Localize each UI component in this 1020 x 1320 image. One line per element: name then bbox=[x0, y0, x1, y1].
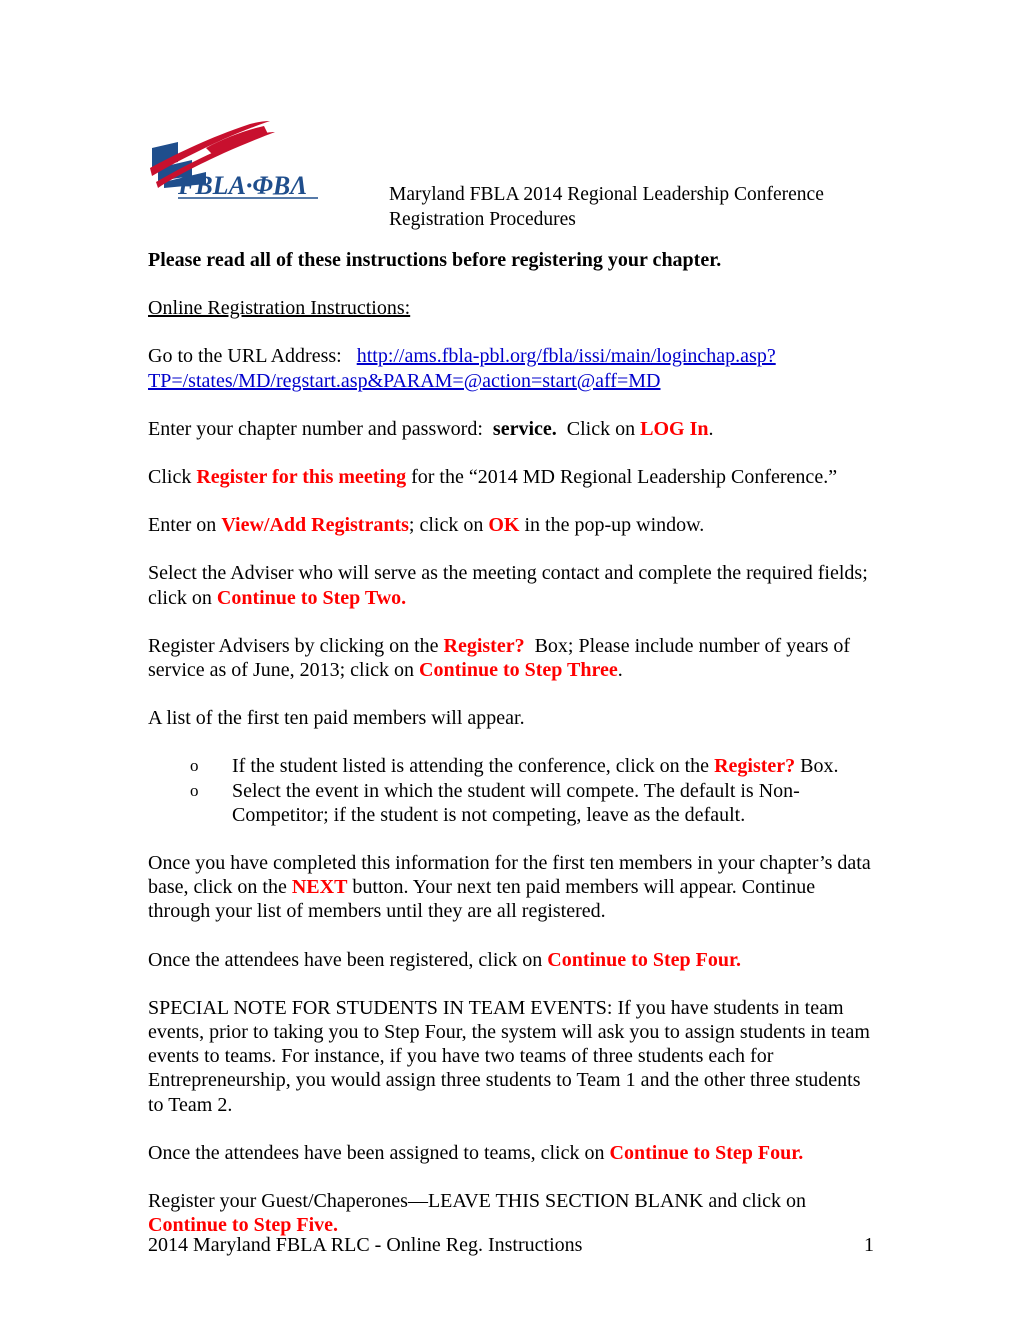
step-next-part1: Once you have completed this information for the first ten members in your chapter’s data base, click on the bbox=[148, 852, 871, 899]
teams-assigned-paragraph bbox=[148, 1141, 874, 1165]
continue-to-step-four-action: Continue to Step Four. bbox=[547, 948, 741, 971]
section-heading bbox=[148, 296, 874, 320]
step-login-password: service. bbox=[492, 417, 557, 440]
step-login-part2: Click on bbox=[566, 417, 636, 440]
page-title-line1: Maryland FBLA 2014 Regional Leadership Conference bbox=[389, 184, 824, 205]
special-note-paragraph: SPECIAL NOTE FOR STUDENTS IN TEAM EVENTS: If you have students in team events, prior to taking you to Step Four, the system will ask you to assign students in team events to teams. For instance, if you have two teams of three students each for Entrepreneurship, you would assign three students to Team 1 and the other three students to Team 2. bbox=[148, 996, 870, 1116]
step-register-advisers-part1: Register Advisers by clicking on the bbox=[148, 634, 439, 657]
step-registrants-part3: in the pop-up window. bbox=[524, 514, 705, 537]
step-adviser-part1: Select the Adviser who will serve as the meeting contact and complete the required fields; click on bbox=[148, 562, 868, 609]
step-register-meeting-part1: Click bbox=[148, 466, 192, 489]
registration-url-link[interactable]: http://ams.fbla-pbl.org/fbla/issi/main/loginchap.asp? bbox=[356, 345, 776, 368]
ok-action: OK bbox=[488, 514, 520, 537]
footer-page-number: 1 bbox=[864, 1234, 874, 1256]
section-heading-text: Online Registration Instructions: bbox=[148, 297, 411, 320]
view-add-registrants-action: View/Add Registrants bbox=[221, 514, 409, 537]
teams-assigned-part1: Once the attendees have been assigned to teams, click on bbox=[148, 1141, 605, 1164]
step-adviser bbox=[148, 561, 874, 609]
bullet-1-part1: Select the event in which the student will compete. The default is Non-Competitor; if the student is not competing, leave as the default. bbox=[232, 779, 800, 826]
register-for-this-meeting-action: Register for this meeting bbox=[196, 466, 407, 489]
bold-notice bbox=[148, 248, 874, 272]
step-register-meeting-part2: for the “2014 MD Regional Leadership Conference.” bbox=[411, 466, 838, 489]
document-header bbox=[0, 118, 1020, 230]
step-registrants-part1: Enter on bbox=[148, 514, 217, 537]
continue-to-step-four-action-2: Continue to Step Four. bbox=[609, 1141, 804, 1164]
step-register-advisers-end: . bbox=[617, 659, 623, 682]
step-next-part2: button. Your next ten paid members will appear. Continue through your list of members until they are all registered. bbox=[148, 876, 816, 923]
step-register-meeting bbox=[148, 465, 874, 489]
bullet-0-part2: Box. bbox=[800, 755, 839, 778]
bold-notice-text: Please read all of these instructions before registering your chapter. bbox=[148, 249, 722, 271]
continue-to-step-five-action: Continue to Step Five. bbox=[148, 1214, 338, 1237]
bullet-marker-icon: o bbox=[190, 756, 199, 776]
register-box-action-bullet: Register? bbox=[714, 755, 796, 778]
footer-text: 2014 Maryland FBLA RLC - Online Reg. Instructions bbox=[148, 1234, 583, 1256]
register-box-action: Register? bbox=[443, 634, 525, 657]
continue-to-step-three-action: Continue to Step Three bbox=[419, 659, 618, 682]
logo-wordmark: FBLA·ΦΒΛ bbox=[178, 171, 308, 200]
step-four-paragraph bbox=[148, 948, 874, 972]
step-login-part1: Enter your chapter number and password: bbox=[148, 417, 483, 440]
bullet-marker-icon: o bbox=[190, 780, 199, 800]
document-footer bbox=[148, 1233, 874, 1257]
url-lead-label: Go to the URL Address: bbox=[148, 345, 342, 368]
step-login-end: . bbox=[708, 417, 714, 440]
document-body bbox=[148, 248, 874, 1237]
step-four-part1: Once the attendees have been registered, click on bbox=[148, 948, 543, 971]
step-registrants-part2: ; click on bbox=[408, 514, 484, 537]
member-list-note: A list of the first ten paid members will appear. bbox=[148, 707, 525, 730]
page-title-line2: Registration Procedures bbox=[389, 209, 576, 230]
bullet-0-part1: If the student listed is attending the conference, click on the bbox=[232, 755, 710, 778]
guest-chaperones-paragraph bbox=[148, 1189, 874, 1237]
log-in-action: LOG In bbox=[640, 417, 709, 440]
step-registrants bbox=[148, 513, 874, 537]
list-item bbox=[190, 779, 874, 827]
registration-url-link-continued[interactable]: TP=/states/MD/regstart.asp&PARAM=@action=start@aff=MD bbox=[148, 369, 661, 392]
next-button-action: NEXT bbox=[291, 876, 348, 899]
student-bullet-list bbox=[148, 754, 874, 827]
list-item bbox=[190, 754, 874, 778]
step-login bbox=[148, 417, 874, 441]
guest-chaperones-part1: Register your Guest/Chaperones—LEAVE THIS SECTION BLANK and click on bbox=[148, 1190, 807, 1213]
step-register-advisers bbox=[148, 634, 874, 682]
fbla-pbl-logo bbox=[146, 118, 328, 200]
step-register-advisers-part2: Box; Please include number of years of service as of June, 2013; click on bbox=[148, 634, 851, 682]
step-next-button bbox=[148, 851, 874, 924]
url-paragraph bbox=[148, 344, 874, 392]
page-title bbox=[389, 182, 909, 232]
continue-to-step-two-action: Continue to Step Two. bbox=[216, 586, 407, 609]
